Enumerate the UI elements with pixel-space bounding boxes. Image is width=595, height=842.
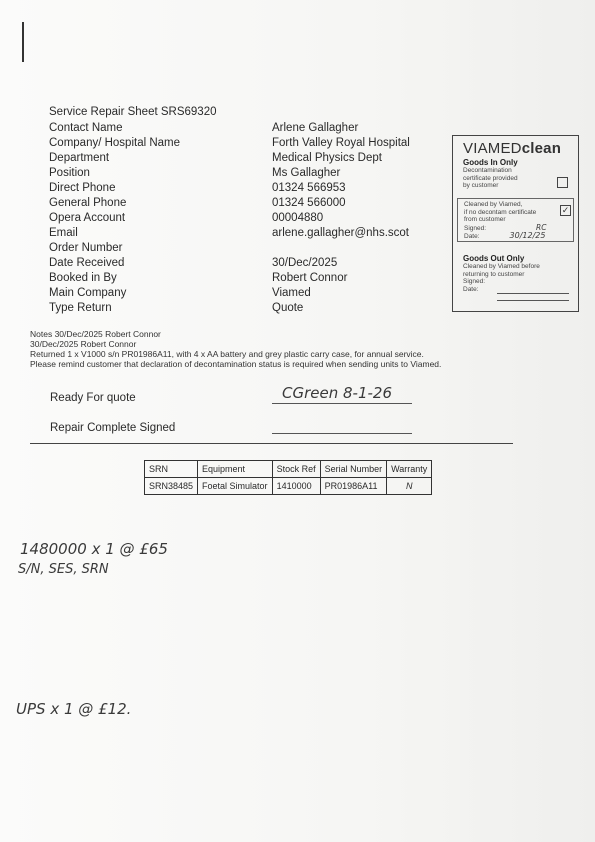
- contact-name-value: Arlene Gallagher: [272, 122, 359, 134]
- table-header: Warranty: [387, 461, 432, 478]
- goods-out-section: [463, 254, 540, 293]
- field-label: General Phone: [49, 197, 127, 209]
- notes-line: Returned 1 x V1000 s/n PR01986A11, with 4 x AA battery and grey plastic carry case, for annual service.: [30, 349, 424, 359]
- field-label: Order Number: [49, 242, 123, 254]
- equipment-table: [144, 460, 432, 495]
- goods-out-signed: Signed:: [463, 278, 486, 285]
- field-label: Main Company: [49, 287, 127, 299]
- hospital-name-value: Forth Valley Royal Hospital: [272, 137, 410, 149]
- sheet-title: Service Repair Sheet SRS69320: [49, 106, 217, 118]
- type-return-value: Quote: [272, 302, 304, 314]
- table-header: Stock Ref: [272, 461, 320, 478]
- table-header: SRN: [145, 461, 198, 478]
- notes-line: Please remind customer that declaration of decontamination status is required when sending units to Viamed.: [30, 359, 442, 369]
- pen-mark: [22, 22, 24, 62]
- signed-initials: RC: [536, 222, 547, 232]
- goods-out-date-line: [497, 300, 569, 301]
- cleaned-line: Cleaned by Viamed,: [464, 201, 523, 208]
- notes-line: 30/Dec/2025 Robert Connor: [30, 339, 137, 349]
- field-label: Company/ Hospital Name: [49, 137, 181, 149]
- field-label: Position: [49, 167, 90, 179]
- goods-out-line: returning to customer: [463, 270, 525, 278]
- cleaned-line: if no decontam certificate: [464, 208, 537, 216]
- decontamination-stamp: [452, 135, 579, 312]
- goods-in-line: by customer: [463, 182, 499, 189]
- cleaned-by-viamed-box: [457, 198, 574, 242]
- table-header-row: [145, 461, 432, 478]
- general-phone-value: 01324 566000: [272, 197, 346, 209]
- booked-in-by-value: Robert Connor: [272, 272, 348, 284]
- field-label: Type Return: [49, 302, 112, 314]
- cleaned-date-row: [464, 232, 547, 241]
- date-label: Date:: [464, 233, 480, 240]
- table-header: Equipment: [198, 461, 273, 478]
- ready-for-quote-signature: CGreen 8-1-26: [282, 384, 392, 402]
- email-value: arlene.gallagher@nhs.scot: [272, 227, 409, 239]
- field-label: Opera Account: [49, 212, 126, 224]
- cleaned-section: [464, 201, 547, 241]
- field-label: Booked in By: [49, 272, 117, 284]
- field-label: Date Received: [49, 257, 125, 269]
- goods-in-section: [463, 158, 518, 190]
- field-labels: [49, 121, 180, 316]
- field-values: [272, 121, 410, 316]
- table-cell: 1410000: [272, 478, 320, 495]
- table-cell: Foetal Simulator: [198, 478, 273, 495]
- handwritten-note: S/N, SES, SRN: [18, 562, 109, 577]
- table-cell: N: [387, 478, 432, 495]
- ready-for-quote-label: Ready For quote: [50, 392, 136, 404]
- goods-out-heading: Goods Out Only: [463, 254, 525, 263]
- cleaned-date: 30/12/25: [509, 231, 546, 240]
- goods-out-signed-line: [497, 293, 569, 294]
- goods-out-line: Cleaned by Viamed before: [463, 263, 540, 270]
- section-divider: [30, 443, 513, 444]
- opera-account-value: 00004880: [272, 212, 324, 224]
- cleaned-line: from customer: [464, 216, 506, 223]
- stamp-brand-prefix: VIAMED: [463, 140, 522, 157]
- notes-block: [30, 329, 441, 369]
- date-received-value: 30/Dec/2025: [272, 257, 338, 269]
- table-cell: SRN38485: [145, 478, 198, 495]
- table-header: Serial Number: [320, 461, 387, 478]
- goods-in-line: certificate provided: [463, 174, 518, 182]
- repair-complete-label: Repair Complete Signed: [50, 422, 176, 434]
- handwritten-note: 1480000 x 1 @ £65: [20, 540, 168, 558]
- field-label: Department: [49, 152, 110, 164]
- order-number-value: [272, 241, 410, 256]
- repair-complete-line: [272, 433, 412, 434]
- handwritten-note: UPS x 1 @ £12.: [16, 700, 132, 718]
- field-label: Contact Name: [49, 122, 123, 134]
- direct-phone-value: 01324 566953: [272, 182, 346, 194]
- goods-out-date: Date:: [463, 285, 479, 293]
- field-label: Email: [49, 227, 78, 239]
- stamp-brand: [453, 136, 578, 157]
- department-value: Medical Physics Dept: [272, 152, 382, 164]
- position-value: Ms Gallagher: [272, 167, 341, 179]
- field-label: Direct Phone: [49, 182, 116, 194]
- table-row: [145, 478, 432, 495]
- stamp-brand-suffix: clean: [521, 140, 562, 157]
- cleaned-checkbox: ✓: [561, 205, 570, 215]
- goods-in-checkbox: [557, 177, 568, 188]
- signed-label: Signed:: [464, 224, 487, 232]
- goods-in-heading: Goods In Only: [463, 158, 518, 167]
- main-company-value: Viamed: [272, 287, 311, 299]
- table-cell: PR01986A11: [320, 478, 387, 495]
- notes-line: Notes 30/Dec/2025 Robert Connor: [30, 329, 161, 339]
- ready-for-quote-line: [272, 403, 412, 404]
- goods-in-line: Decontamination: [463, 167, 512, 174]
